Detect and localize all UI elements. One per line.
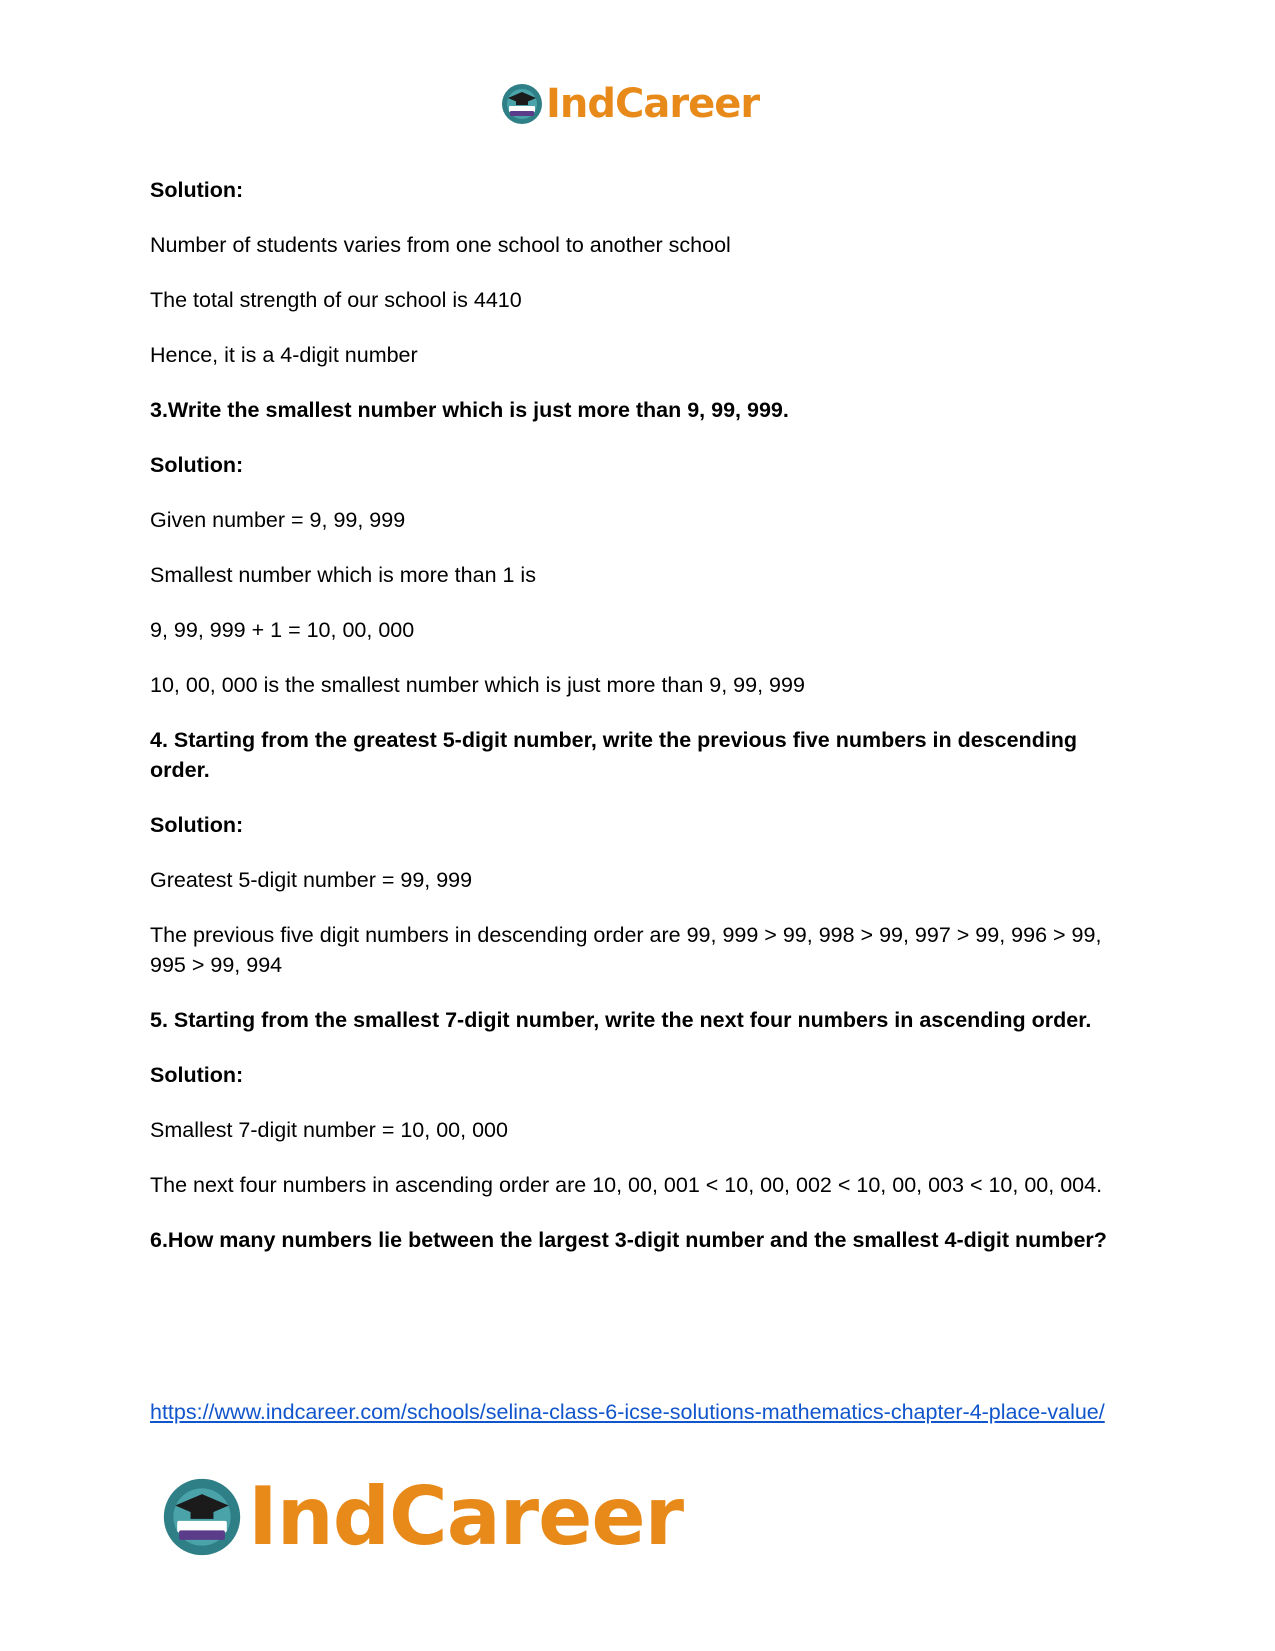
text-paragraph: 10, 00, 000 is the smallest number which is just more than 9, 99, 999 [150,673,805,697]
text-paragraph: The total strength of our school is 4410 [150,288,522,312]
text-paragraph: Greatest 5-digit number = 99, 999 [150,868,473,892]
heading-paragraph: Solution: [150,1063,244,1087]
footer-logo-text: IndCareer [248,1470,684,1563]
text-paragraph: Smallest number which is more than 1 is [150,563,536,587]
footer-logo [160,1470,683,1564]
heading-paragraph: Solution: [150,813,244,837]
heading-paragraph: 3.Write the smallest number which is just more than 9, 99, 999. [150,398,789,422]
heading-paragraph: 6.How many numbers lie between the largest 3-digit number and the smallest 4-digit number? [150,1228,1107,1252]
graduation-cap-icon [500,82,544,126]
text-paragraph: 9, 99, 999 + 1 = 10, 00, 000 [150,618,415,642]
text-paragraph: The next four numbers in ascending order are 10, 00, 001 < 10, 00, 002 < 10, 00, 003 < 10, 00, 004. [150,1173,1103,1197]
header-logo-text: IndCareer [546,81,760,127]
heading-paragraph: 5. Starting from the smallest 7-digit number, write the next four numbers in ascending order. [150,1008,1092,1032]
text-paragraph: Number of students varies from one school to another school [150,233,731,257]
source-link[interactable]: https://www.indcareer.com/schools/selina-class-6-icse-solutions-mathematics-chapter-4-place-value/ [150,1400,1105,1424]
text-paragraph: Given number = 9, 99, 999 [150,508,406,532]
text-paragraph: Hence, it is a 4-digit number [150,343,418,367]
text-paragraph: Smallest 7-digit number = 10, 00, 000 [150,1118,508,1142]
document-body [150,175,1125,1280]
graduation-cap-icon [160,1475,244,1559]
text-paragraph: The previous five digit numbers in descending order are 99, 999 > 99, 998 > 99, 997 > 99, 996 > 99, 995 > 99, 994 [150,923,1102,977]
heading-paragraph: Solution: [150,178,244,202]
heading-paragraph: Solution: [150,453,244,477]
header-logo [500,78,759,130]
heading-paragraph: 4. Starting from the greatest 5-digit number, write the previous five numbers in descending order. [150,728,1078,782]
